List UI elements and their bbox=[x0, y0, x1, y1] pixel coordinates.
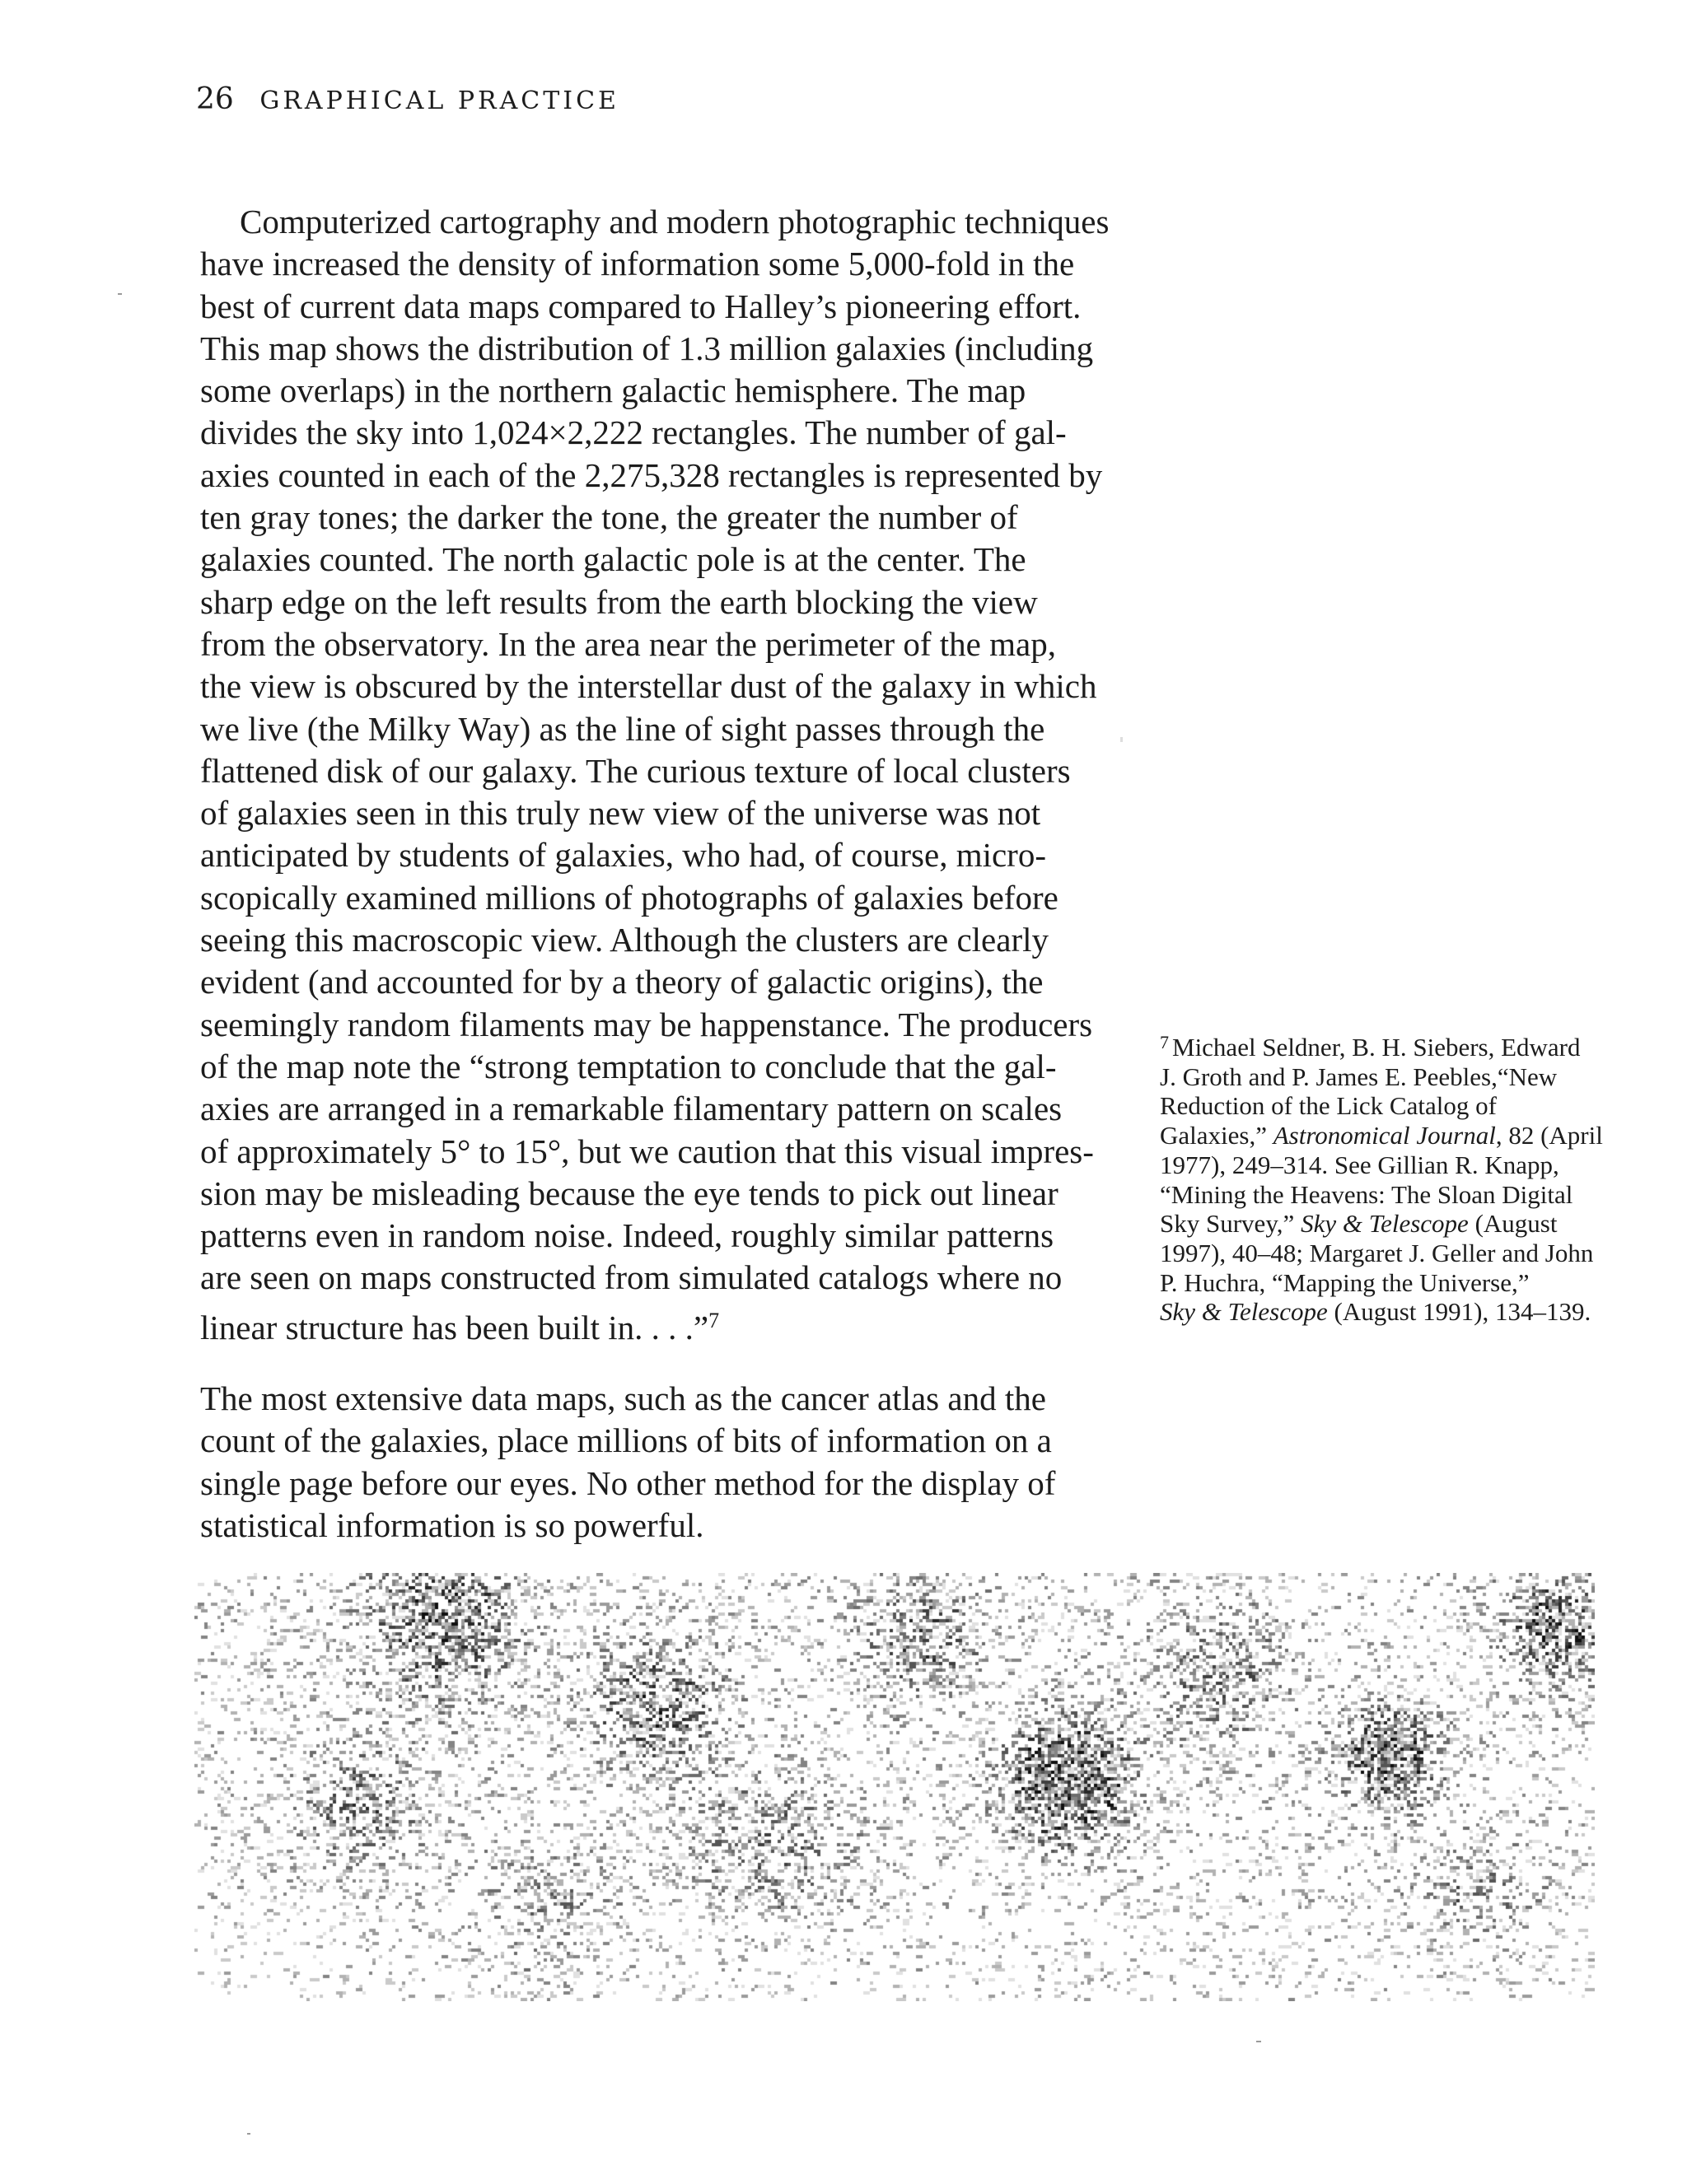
text-line: divides the sky into 1,024×2,222 rectangles. The number of gal- bbox=[200, 413, 1067, 452]
text-line: best of current data maps compared to Halley’s pioneering effort. bbox=[200, 287, 1082, 325]
body-paragraph-2 bbox=[200, 1378, 1115, 1547]
running-head bbox=[196, 82, 619, 116]
text-line: sion may be misleading because the eye tends to pick out linear bbox=[200, 1174, 1058, 1212]
scan-speck bbox=[1256, 2041, 1261, 2042]
text-line: galaxies counted. The north galactic pole is at the center. The bbox=[200, 540, 1026, 579]
text-line: evident (and accounted for by a theory of galactic origins), the bbox=[200, 963, 1044, 1001]
text-line: of galaxies seen in this truly new view of the universe was not bbox=[200, 794, 1041, 833]
text-line: we live (the Milky Way) as the line of sight passes through the bbox=[200, 709, 1045, 748]
journal-title: Astronomical Journal bbox=[1273, 1121, 1496, 1150]
text-line: This map shows the distribution of 1.3 million galaxies (including bbox=[200, 329, 1094, 367]
footnote-line bbox=[1160, 1180, 1654, 1210]
footnote-line bbox=[1160, 1150, 1654, 1180]
text-line: of the map note the “strong temptation to conclude that the gal- bbox=[200, 1047, 1057, 1085]
text-line: the view is obscured by the interstellar dust of the galaxy in which bbox=[200, 667, 1097, 706]
text-line: count of the galaxies, place millions of bits of information on a bbox=[200, 1421, 1052, 1460]
text-line: seemingly random filaments may be happenstance. The producers bbox=[200, 1005, 1093, 1043]
page-number: 26 bbox=[196, 82, 234, 116]
text-line: sharp edge on the left results from the earth blocking the view bbox=[200, 582, 1038, 621]
text-line: statistical information is so powerful. bbox=[200, 1505, 704, 1544]
text-line: linear structure has been built in. . . .”$^7$ bbox=[200, 1308, 720, 1346]
footnote-reference: 7 bbox=[708, 1308, 720, 1332]
galaxy-count-map bbox=[194, 1573, 1595, 2001]
citation-text: P. Huchra, “Mapping the Universe,” bbox=[1160, 1267, 1530, 1297]
galaxy-map-canvas bbox=[194, 1573, 1595, 2001]
text-line: axies are arranged in a remarkable filamentary pattern on scales bbox=[200, 1090, 1063, 1128]
body-paragraph-1 bbox=[200, 201, 1115, 1349]
journal-title: Sky & Telescope bbox=[1301, 1209, 1469, 1239]
citation-text: Reduction of the Lick Catalog of bbox=[1160, 1091, 1497, 1121]
journal-title: Sky & Telescope bbox=[1160, 1297, 1328, 1327]
footnote-line bbox=[1160, 1239, 1654, 1268]
footnote-line bbox=[1160, 1268, 1654, 1298]
section-title: GRAPHICAL PRACTICE bbox=[259, 86, 619, 115]
footnote-line bbox=[1160, 1028, 1654, 1062]
text-line: axies counted in each of the 2,275,328 rectangles is represented by bbox=[200, 455, 1103, 494]
text-line: of approximately 5° to 15°, but we caution that this visual impres- bbox=[200, 1132, 1094, 1170]
citation-text: (August bbox=[1468, 1209, 1558, 1239]
text-line: ten gray tones; the darker the tone, the greater the number of bbox=[200, 498, 1018, 537]
text-line: The most extensive data maps, such as the cancer atlas and the bbox=[200, 1379, 1046, 1417]
citation-text: (August 1991), 134–139. bbox=[1327, 1297, 1591, 1327]
footnote-line bbox=[1160, 1121, 1654, 1150]
text-line: scopically examined millions of photographs of galaxies before bbox=[200, 878, 1058, 917]
text-line: patterns even in random noise. Indeed, roughly similar patterns bbox=[200, 1216, 1054, 1255]
citation-text: “Mining the Heavens: The Sloan Digital bbox=[1160, 1179, 1573, 1209]
citation-text: 1997), 40–48; Margaret J. Geller and John bbox=[1160, 1238, 1594, 1267]
text-line: anticipated by students of galaxies, who had, of course, micro- bbox=[200, 836, 1046, 875]
scan-speck bbox=[247, 2133, 250, 2135]
text-line: seeing this macroscopic view. Although the clusters are clearly bbox=[200, 921, 1049, 959]
scan-speck bbox=[1120, 737, 1123, 742]
text-line: Computerized cartography and modern photographic techniques bbox=[240, 203, 1110, 240]
footnote-line bbox=[1160, 1297, 1654, 1327]
text-line: some overlaps) in the northern galactic hemisphere. The map bbox=[200, 371, 1026, 410]
citation-text: Michael Seldner, B. H. Siebers, Edward bbox=[1172, 1033, 1581, 1062]
text-line: flattened disk of our galaxy. The curious texture of local clusters bbox=[200, 751, 1071, 790]
sidenote-7 bbox=[1160, 1028, 1654, 1327]
text-line: have increased the density of information some 5,000-fold in the bbox=[200, 245, 1075, 283]
text-line: from the observatory. In the area near the perimeter of the map, bbox=[200, 624, 1056, 663]
citation-text: 1977), 249–314. See Gillian R. Knapp, bbox=[1160, 1150, 1559, 1179]
citation-text: Galaxies,” bbox=[1160, 1121, 1273, 1150]
text-line: single page before our eyes. No other method for the display of bbox=[200, 1463, 1056, 1502]
text-line: are seen on maps constructed from simulated catalogs where no bbox=[200, 1258, 1063, 1297]
citation-text: , 82 (April bbox=[1495, 1121, 1603, 1150]
scan-speck bbox=[118, 293, 122, 295]
citation-text: Sky Survey,” bbox=[1160, 1209, 1301, 1239]
footnote-marker: 7 bbox=[1160, 1032, 1169, 1052]
footnote-line bbox=[1160, 1062, 1654, 1092]
footnote-line bbox=[1160, 1209, 1654, 1239]
citation-text: J. Groth and P. James E. Peebles,“New bbox=[1160, 1062, 1558, 1091]
footnote-line bbox=[1160, 1091, 1654, 1121]
